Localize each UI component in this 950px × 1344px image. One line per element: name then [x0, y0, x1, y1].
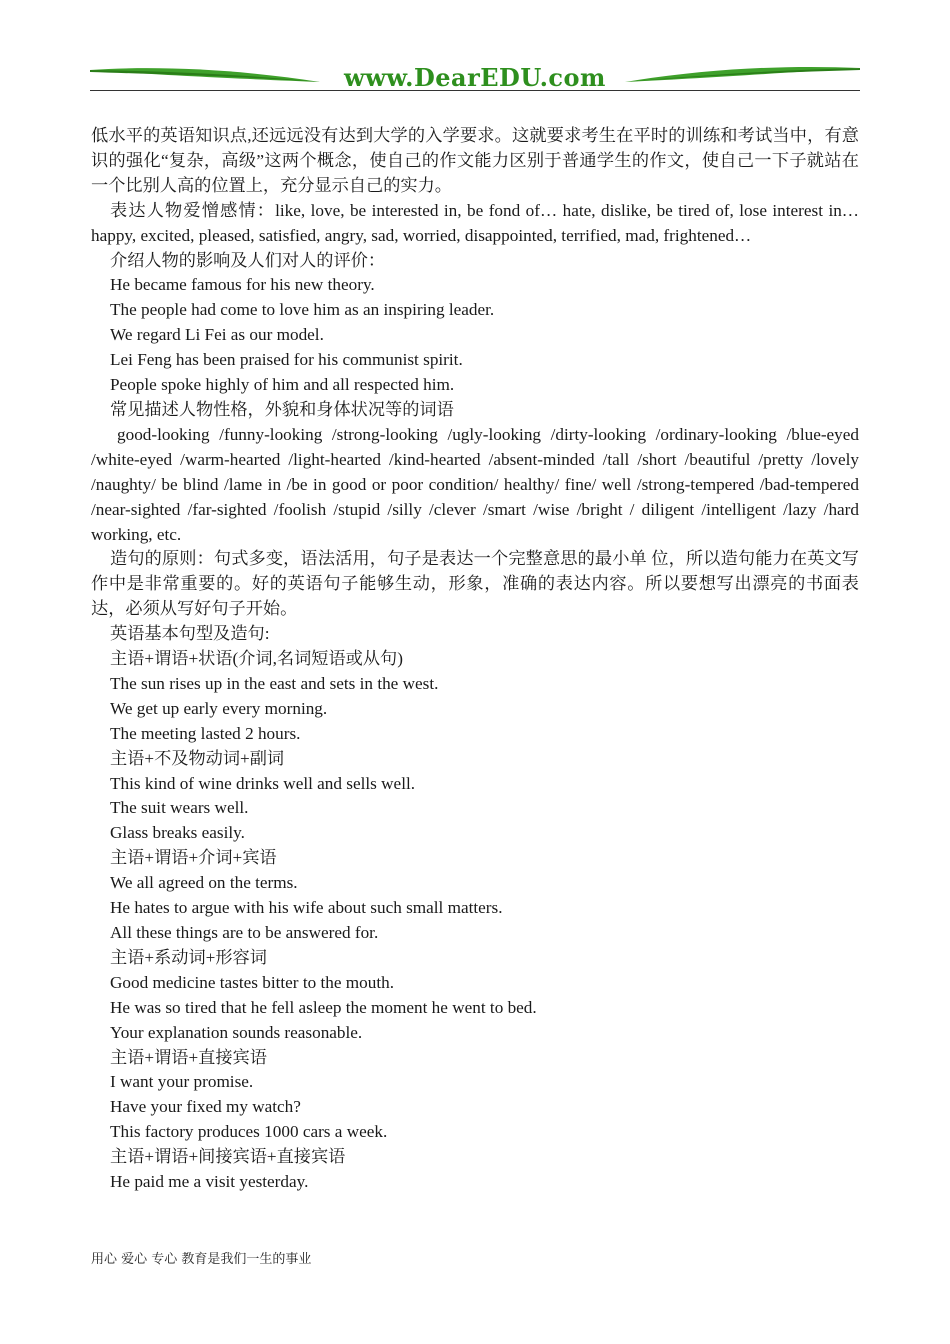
- example-sentence: We regard Li Fei as our model.: [110, 325, 324, 345]
- section-heading: 常见描述人物性格，外貌和身体状况等的词语: [110, 399, 454, 419]
- example-sentence: He was so tired that he fell asleep the moment he went to bed.: [110, 997, 537, 1017]
- word-list: good-looking /funny-looking /strong-looking /ugly-looking /dirty-looking /ordinary-looking /blue-eyed /white-eyed /warm-hearted /light-hearted /kind-hearted /absent-minded /tall /short /beautiful /pretty /lovely /naughty/ be blind /lame in /be in good or poor condition/ healthy/ fine/ well /strong-tempered /bad-tempered /near-sighted /far-sighted /foolish /stupid /silly /clever /smart /wise /bright / diligent /intelligent /lazy /hard working, etc.: [91, 424, 859, 544]
- example-sentence: Have your fixed my watch?: [110, 1097, 301, 1117]
- example-sentence: The sun rises up in the east and sets in the west.: [110, 673, 439, 693]
- example-sentence: We get up early every morning.: [110, 698, 328, 718]
- example-sentence: He hates to argue with his wife about such small matters.: [110, 898, 503, 918]
- section-heading: 介绍人物的影响及人们对人的评价：: [110, 250, 386, 270]
- page-footer: 用心 爱心 专心 教育是我们一生的事业: [91, 1252, 312, 1267]
- example-sentence: This factory produces 1000 cars a week.: [110, 1122, 388, 1142]
- example-sentence: All these things are to be answered for.: [110, 923, 379, 942]
- site-header: [90, 60, 860, 94]
- example-sentence: He became famous for his new theory.: [110, 275, 375, 295]
- pattern-heading: 主语+系动词+形容词: [110, 947, 267, 967]
- paragraph: 造句的原则：句式多变，语法活用，句子是表达一个完整意思的最小单 位，所以造句能力在英文写作中是非常重要的。好的英语句子能够生动，形象，准确的表达内容。所以要想写出漂亮的书面表达，必须从写好句子开始。: [91, 549, 859, 619]
- pattern-heading: 主语+不及物动词+副词: [110, 748, 285, 768]
- example-sentence: The suit wears well.: [110, 798, 249, 818]
- pattern-heading: 主语+谓语+介词+宾语: [110, 848, 277, 868]
- example-sentence: This kind of wine drinks well and sells well.: [110, 773, 416, 793]
- example-sentence: Lei Feng has been praised for his communist spirit.: [110, 350, 463, 370]
- paragraph: 低水平的英语知识点,还远远没有达到大学的入学要求。这就要求考生在平时的训练和考试当中，有意识的强化“复杂，高级”这两个概念，使自己的作文能力区别于普通学生的作文，使自己一下子就站在一个比别人高的位置上，充分显示自己的实力。: [91, 126, 859, 195]
- example-sentence: The people had come to love him as an inspiring leader.: [110, 300, 495, 320]
- example-sentence: Good medicine tastes bitter to the mouth.: [110, 972, 395, 992]
- example-sentence: People spoke highly of him and all respected him.: [110, 375, 455, 395]
- example-sentence: We all agreed on the terms.: [110, 873, 298, 893]
- example-sentence: Your explanation sounds reasonable.: [110, 1022, 363, 1042]
- paragraph: 表达人物爱憎感情：like, love, be interested in, be fond of… hate, dislike, be tired of, lose interest in… happy, excited, pleased, satisfied, angry, sad, worried, disappointed, terrified, mad, frightened…: [91, 200, 859, 245]
- pattern-heading: 主语+谓语+状语(介词,名词短语或从句): [110, 649, 403, 669]
- site-logo-text[interactable]: www.DearEDU.com: [344, 63, 606, 92]
- example-sentence: I want your promise.: [110, 1072, 254, 1092]
- example-sentence: He paid me a visit yesterday.: [110, 1172, 309, 1192]
- pattern-heading: 主语+谓语+间接宾语+直接宾语: [110, 1147, 346, 1167]
- example-sentence: Glass breaks easily.: [110, 823, 245, 843]
- example-sentence: The meeting lasted 2 hours.: [110, 723, 301, 743]
- pattern-heading: 主语+谓语+直接宾语: [110, 1047, 267, 1067]
- header-divider: [90, 90, 860, 91]
- document-body: [91, 124, 859, 1195]
- section-heading: 英语基本句型及造句:: [110, 624, 270, 644]
